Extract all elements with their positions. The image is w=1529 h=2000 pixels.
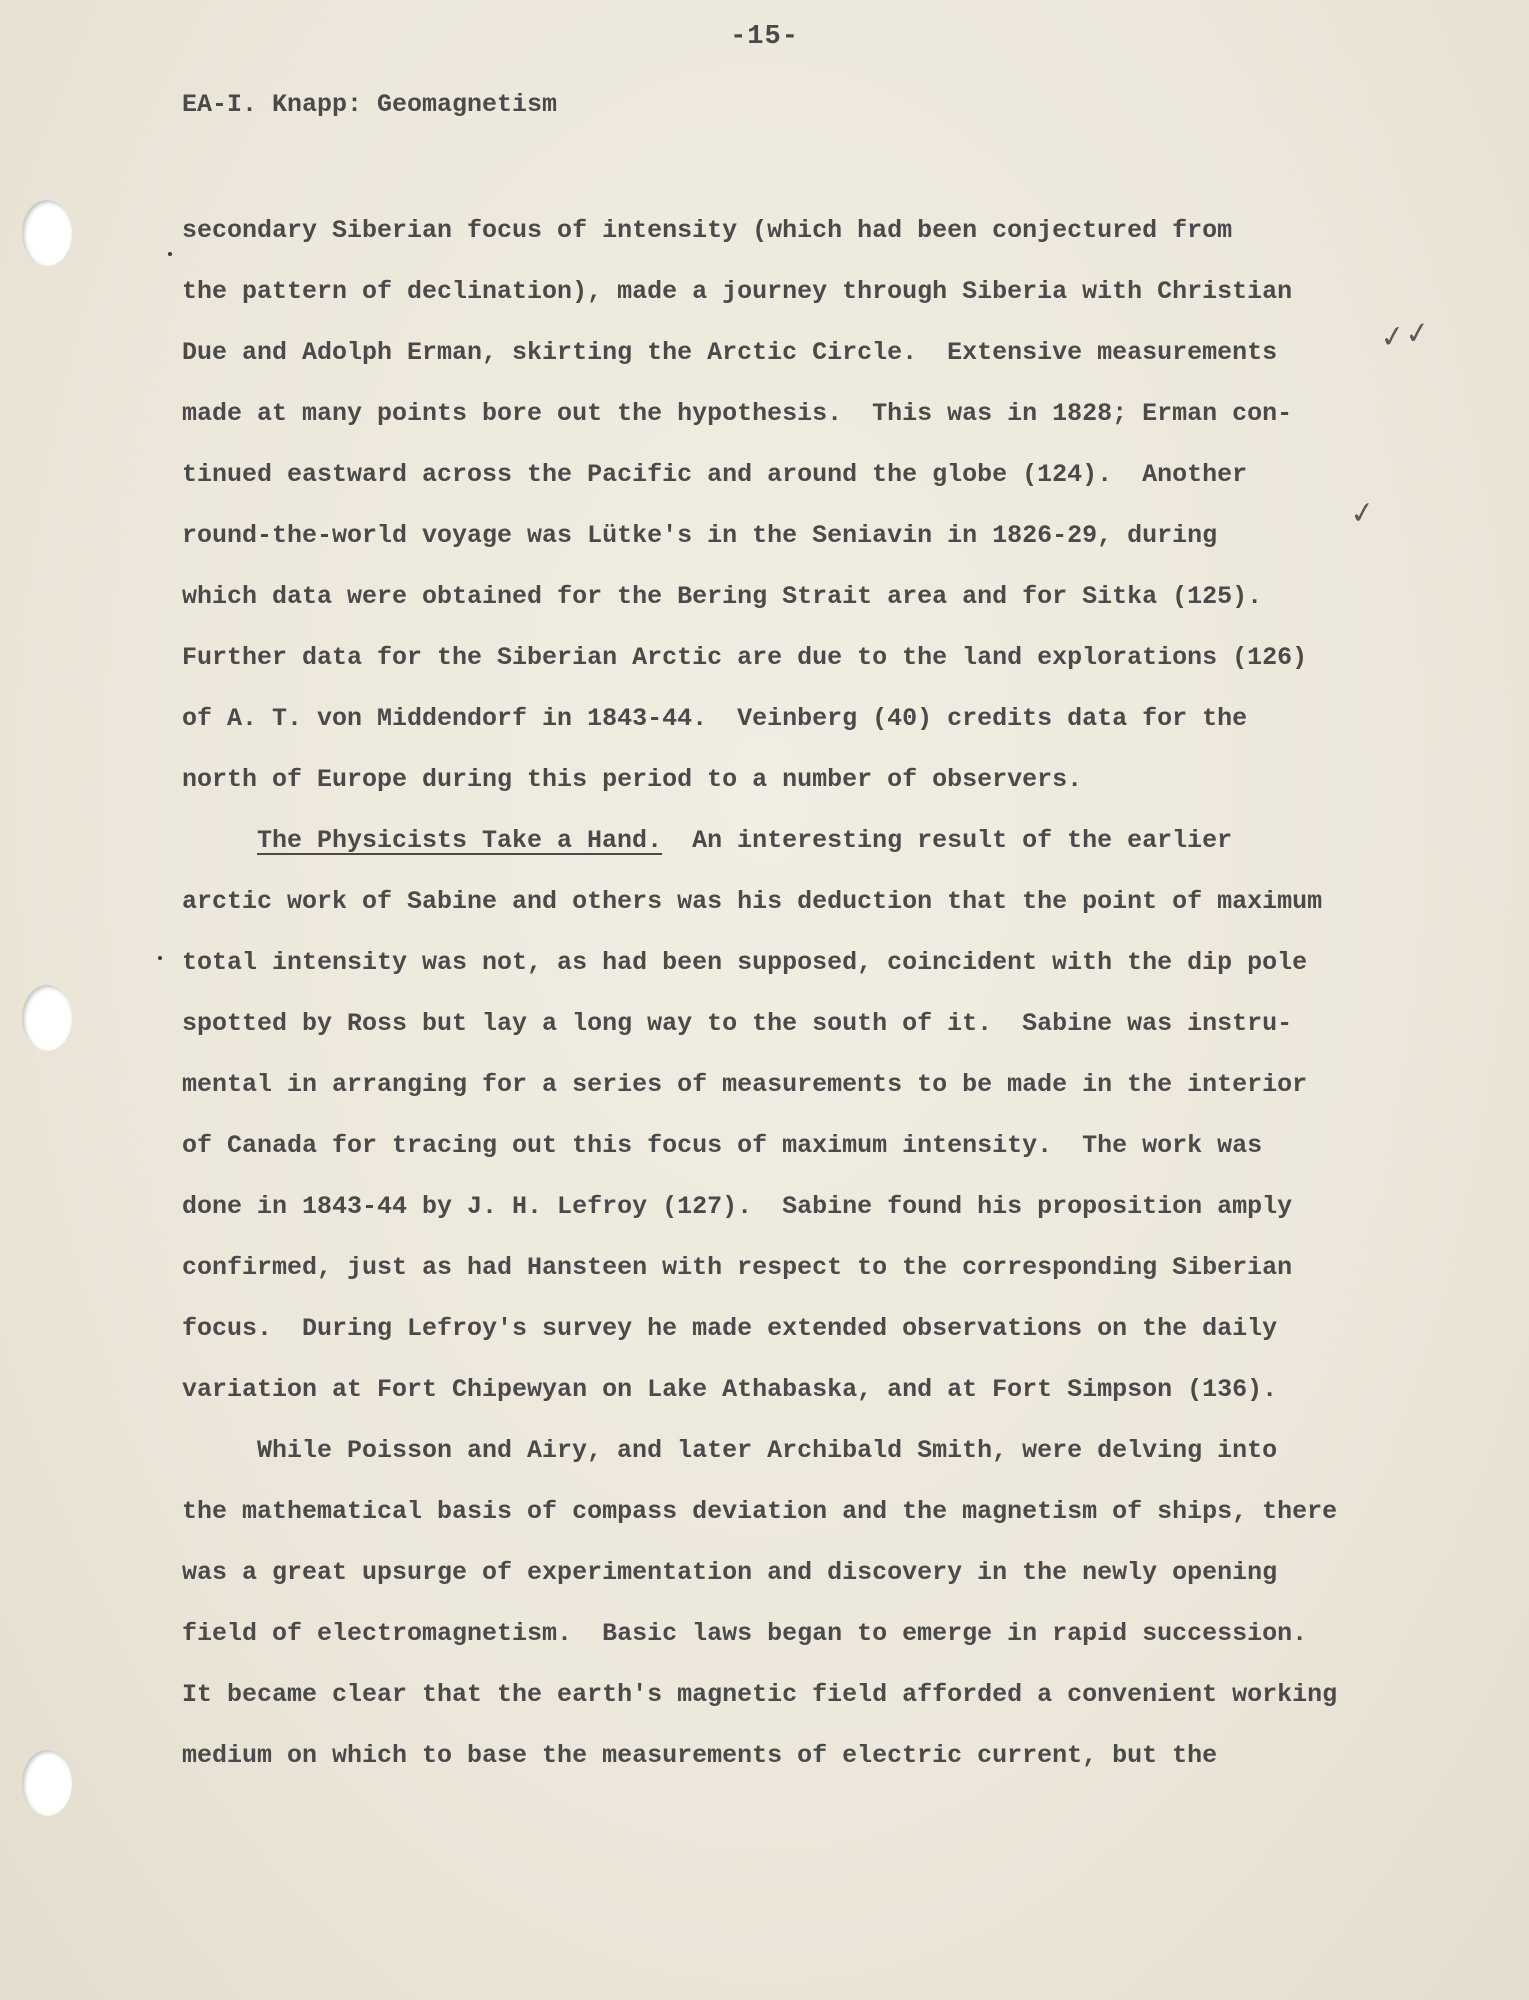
ink-dot <box>158 956 162 960</box>
text-line: focus. During Lefroy's survey he made extended observations on the daily <box>182 1314 1278 1343</box>
text-line: An interesting result of the earlier <box>662 826 1233 855</box>
text-line: tinued eastward across the Pacific and around the globe (124). Another <box>182 460 1248 489</box>
ink-dot <box>168 252 172 256</box>
text-line: variation at Fort Chipewyan on Lake Athabaska, and at Fort Simpson (136). <box>182 1375 1278 1404</box>
text-line: field of electromagnetism. Basic laws began to emerge in rapid succession. <box>182 1619 1308 1648</box>
text-line: north of Europe during this period to a number of observers. <box>182 765 1083 794</box>
page-number: -15- <box>730 22 799 52</box>
section-heading-line <box>182 810 1362 871</box>
running-header: EA-I. Knapp: Geomagnetism <box>182 90 558 119</box>
text-line: of Canada for tracing out this focus of maximum intensity. The work was <box>182 1131 1263 1160</box>
text-line: round-the-world voyage was Lütke's in the Seniavin in 1826-29, during <box>182 521 1218 550</box>
section-heading: The Physicists Take a Hand. <box>257 826 663 855</box>
text-line: Further data for the Siberian Arctic are due to the land explorations (126) <box>182 643 1308 672</box>
text-line: confirmed, just as had Hansteen with respect to the corresponding Siberian <box>182 1253 1293 1282</box>
text-line: was a great upsurge of experimentation and discovery in the newly opening <box>182 1558 1278 1587</box>
text-line: made at many points bore out the hypothesis. This was in 1828; Erman con- <box>182 399 1293 428</box>
text-line: which data were obtained for the Bering Strait area and for Sitka (125). <box>182 582 1263 611</box>
checkmark-annotation: ✓ <box>1347 494 1378 533</box>
binder-hole <box>22 200 72 266</box>
checkmark-annotation: ✓✓ <box>1377 314 1433 357</box>
text-line: the mathematical basis of compass deviation and the magnetism of ships, there <box>182 1497 1338 1526</box>
text-line: Due and Adolph Erman, skirting the Arctic Circle. Extensive measurements <box>182 338 1278 367</box>
text-line: done in 1843-44 by J. H. Lefroy (127). Sabine found his proposition amply <box>182 1192 1293 1221</box>
text-line: total intensity was not, as had been supposed, coincident with the dip pole <box>182 948 1308 977</box>
text-line: secondary Siberian focus of intensity (which had been conjectured from <box>182 216 1233 245</box>
text-line: the pattern of declination), made a journey through Siberia with Christian <box>182 277 1293 306</box>
text-line: spotted by Ross but lay a long way to the south of it. Sabine was instru- <box>182 1009 1293 1038</box>
text-line: It became clear that the earth's magnetic field afforded a convenient working <box>182 1680 1338 1709</box>
text-line: medium on which to base the measurements of electric current, but the <box>182 1741 1218 1770</box>
text-line: While Poisson and Airy, and later Archibald Smith, were delving into <box>257 1436 1278 1465</box>
text-line: arctic work of Sabine and others was his deduction that the point of maximum <box>182 887 1323 916</box>
text-line: mental in arranging for a series of measurements to be made in the interior <box>182 1070 1308 1099</box>
binder-hole <box>22 1750 72 1816</box>
body-text <box>182 200 1362 1786</box>
binder-hole <box>22 985 72 1051</box>
text-line: of A. T. von Middendorf in 1843-44. Veinberg (40) credits data for the <box>182 704 1248 733</box>
